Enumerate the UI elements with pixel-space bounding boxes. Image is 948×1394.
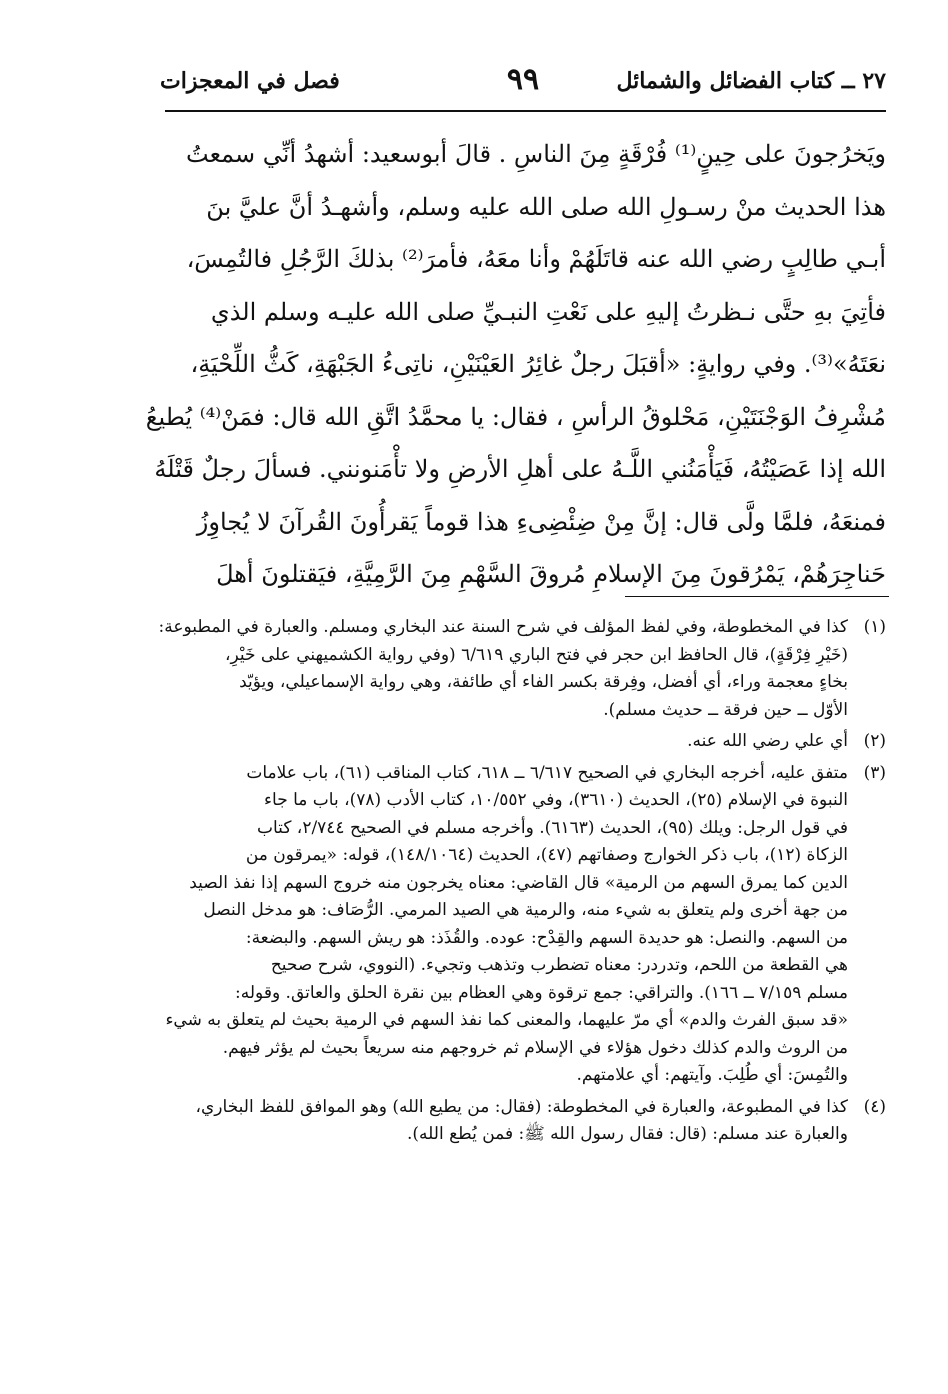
- footnote-divider: [625, 596, 889, 597]
- text-line: الله إذا عَصَيْتُهُ، فَيَأْمَنُني اللَّـهُ على أهلِ الأرضِ ولا تأْمَنونني. فسألَ رجلٌ قَتْلَهُ: [154, 455, 886, 483]
- footnote-line: متفق عليه، أخرجه البخاري في الصحيح ٦/٦١٧ ــ ٦١٨، كتاب المناقب (٦١)، باب علامات: [246, 762, 848, 783]
- footnote-line: الزكاة (١٢)، باب ذكر الخوارج وصفاتهم (٤٧)، الحديث (١٤٨/١٠٦٤)، قوله: «يمرقون من: [245, 845, 848, 865]
- footnote-2: [165, 728, 886, 756]
- main-text: [145, 128, 886, 601]
- text-line: مُشْرِفُ الوَجْنَتَيْنِ، مَحْلوقُ الرأسِ ، فقال: يا محمَّدُ اتَّقِ الله قال: فمَنْ⁽⁴⁾ يُطيعُ: [145, 402, 886, 431]
- footnote-line: أي علي رضي الله عنه.: [687, 731, 848, 751]
- text-line: ويَخرُجونَ على حِينٍ⁽¹⁾ فُرْقَةٍ مِنَ الناسِ . قالَ أبوسعيد: أشهدُ أنِّي سمعتُ: [186, 140, 886, 168]
- footnote-line: الدين كما يمرق السهم من الرمية» قال القاضي: معناه يخرجون منه خروج السهم إذا نفذ الصيد: [189, 872, 848, 893]
- footnote-line: «قد سبق الفرث والدم» أي مرّ عليهما، والمعنى كما نفذ السهم في الرمية بحيث لم يتعلق به شيء: [165, 1010, 848, 1030]
- header-divider: [165, 110, 886, 112]
- footnote-3: [165, 760, 886, 1090]
- text-line: فأتِيَ بهِ حتَّى نـظرتُ إليهِ على نَعْتِ النبـيِّ صلى الله عليـه وسلم الذي: [210, 297, 886, 326]
- footnote-line: والتُمِسَ: أي طُلِبَ. وآيتهم: أي علامتهم.: [576, 1065, 848, 1085]
- footnotes: [158, 614, 886, 1153]
- footnote-line: هي القطعة من اللحم، وتدردر: معناه تضطرب وتذهب وتجيء. (النووي، شرح صحيح: [270, 955, 848, 975]
- text-line: فمنعَهُ، فلمَّا ولَّى قال: إنَّ مِنْ ضِئْضِىءِ هذا قوماً يَقرأُونَ القُرآنَ لا يُجاوِزُ: [196, 507, 886, 536]
- running-header: [160, 62, 886, 108]
- footnote-line: (خَيْرِ فِرْقَةٍ)، قال الحافظ ابن حجر في فتح الباري ٦/٦١٩ (وفي رواية الكشميهني على خَيْرِ،: [224, 644, 848, 665]
- text-line: حَناجِرَهُمْ، يَمْرُقونَ مِنَ الإسلامِ مُروقَ السَّهْمِ مِنَ الرَّمِيَّةِ، فيَقتلونَ أهلَ: [216, 560, 886, 588]
- footnote-number: (٢): [863, 731, 886, 751]
- text-line: هذا الحديث منْ رسـولِ الله صلى الله عليه وسلم، وأشهـدُ أنَّ عليَّ بنَ: [206, 192, 886, 221]
- footnote-line: من الروث والدم كذلك دخول هؤلاء في الإسلام ثم خروجهم منه سريعاً بحيث لم يؤثر فيهم.: [222, 1037, 848, 1058]
- footnote-line: مسلم ٧/١٥٩ ــ ١٦٦). والتراقي: جمع ترقوة وهي العظام بين نقرة الحلق والعاتق. وقوله:: [235, 982, 848, 1003]
- footnote-line: في قول الرجل: ويلك (٩٥)، الحديث (٦١٦٣). وأخرجه مسلم في الصحيح ٢/٧٤٤، كتاب: [257, 817, 848, 838]
- footnote-4: [165, 1094, 886, 1149]
- page-number: ٩٩: [506, 62, 540, 97]
- footnote-line: من جهة أخرى ولم يتعلق به شيء منه، والرمية هي الصيد المرمي. الرُّصَاف: هو مدخل النصل: [203, 900, 848, 920]
- footnote-line: كذا في المخطوطة، وفي لفظ المؤلف في شرح السنة عند البخاري ومسلم. والعبارة في المطبوعة:: [158, 617, 848, 637]
- footnote-line: بخاءٍ معجمة وراء، أي أفضل، وفِرقة بكسر الفاء أي طائفة، وهي رواية الإسماعيلي، ويؤيّد: [239, 672, 848, 692]
- footnote-line: كذا في المطبوعة، والعبارة في المخطوطة: (فقال: من يطيع الله) وهو الموافق للفظ البخاري،: [195, 1096, 848, 1117]
- footnote-number: (١): [863, 617, 886, 637]
- footnote-number: (٣): [863, 762, 886, 783]
- text-line: أبـي طالِبٍ رضي الله عنه قاتَلَهُمْ وأنا معَهُ، فأمرَ⁽²⁾ بذلكَ الرَّجُلِ فالتُمِسَ،: [186, 245, 886, 273]
- footnote-line: والعبارة عند مسلم: (قال: فقال رسول الله ﷺ: فمن يُطع الله).: [407, 1124, 848, 1144]
- footnote-line: النبوة في الإسلام (٢٥)، الحديث (٣٦١٠)، وفي ١٠/٥٥٢، كتاب الأدب (٧٨)، باب ما جاء: [264, 790, 848, 810]
- text-line: نعَتَهُ»⁽³⁾. وفي روايةٍ: «أقبَلَ رجلٌ غائِرُ العَيْنَيْنِ، ناتِىءُ الجَبْهَةِ، كَثُّ اللِّحْيَةِ،: [190, 350, 886, 378]
- chapter-title: ٢٧ ــ كتاب الفضائل والشمائل: [616, 68, 886, 94]
- section-title: فصل في المعجزات: [160, 68, 340, 94]
- footnote-line: الأوّل ــ حين فرقة ــ حديث مسلم).: [603, 699, 848, 720]
- footnote-1: [158, 614, 886, 724]
- footnote-number: (٤): [863, 1096, 886, 1117]
- footnote-line: من السهم. والنصل: هو حديدة السهم والقِدْح: عوده. والقُذَذ: هو ريش السهم. والبضعة:: [245, 927, 848, 948]
